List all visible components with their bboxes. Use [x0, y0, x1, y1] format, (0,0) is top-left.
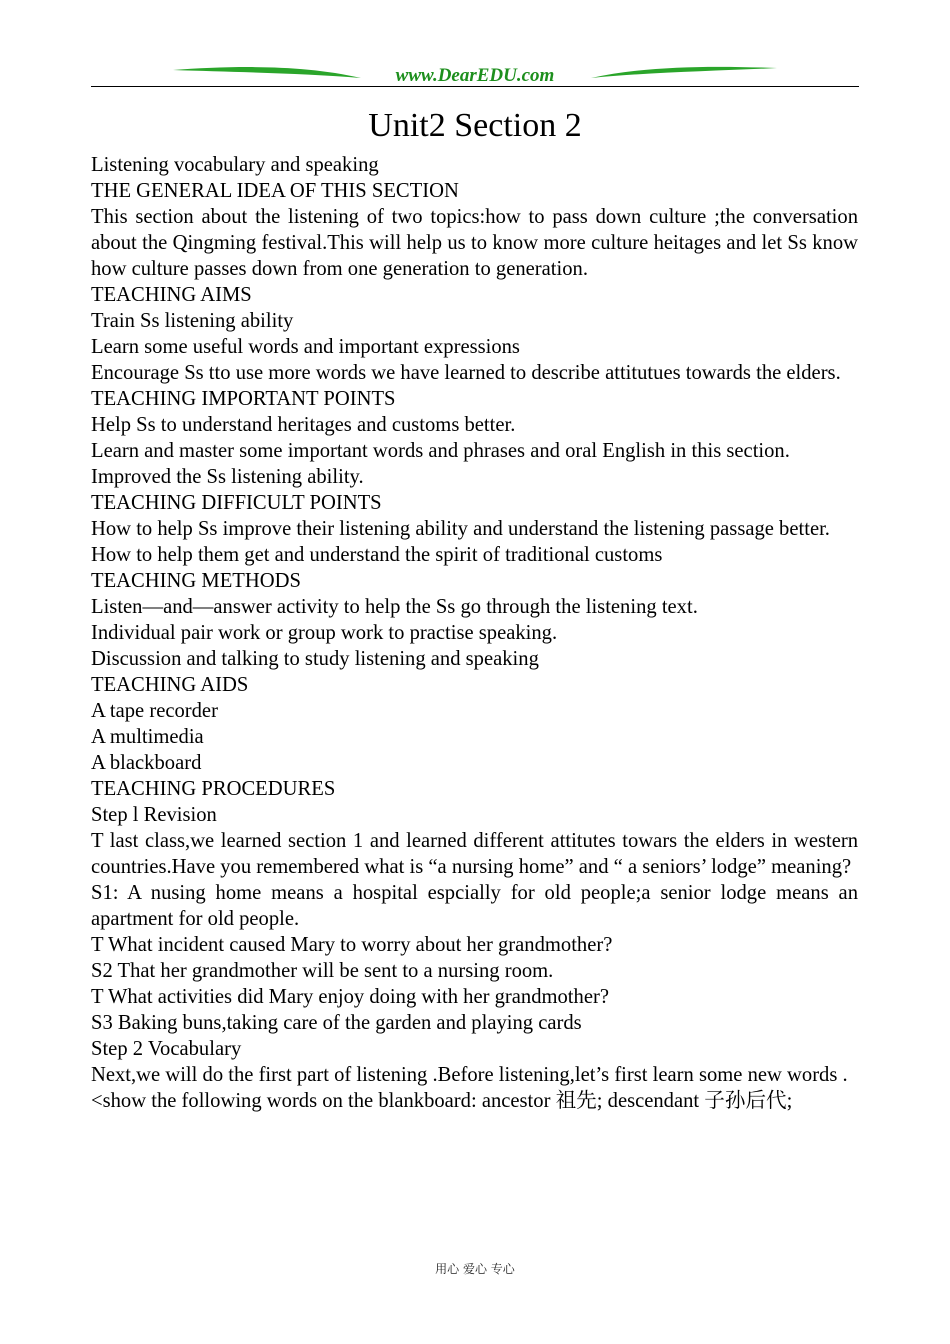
document-title: Unit2 Section 2	[368, 107, 582, 144]
paragraph: Learn and master some important words and phrases and oral English in this section.	[91, 440, 790, 462]
paragraph: Listening vocabulary and speaking	[91, 154, 379, 176]
paragraph: Individual pair work or group work to practise speaking.	[91, 622, 558, 644]
paragraph: How to help them get and understand the spirit of traditional customs	[91, 544, 663, 566]
document-body	[91, 152, 858, 1114]
page-footer: 用心 爱心 专心	[435, 1262, 515, 1276]
logo-text: www.DearEDU.com	[395, 65, 555, 86]
paragraph: How to help Ss improve their listening ability and understand the listening passage better.	[91, 518, 830, 540]
paragraph: A tape recorder	[91, 700, 218, 722]
paragraph: T What activities did Mary enjoy doing with her grandmother?	[91, 986, 609, 1008]
paragraph: Help Ss to understand heritages and customs better.	[91, 414, 516, 436]
section-heading: TEACHING METHODS	[91, 570, 301, 592]
section-heading: TEACHING AIDS	[91, 674, 249, 696]
paragraph: A multimedia	[91, 726, 204, 748]
section-heading: TEACHING IMPORTANT POINTS	[91, 388, 396, 410]
section-heading: TEACHING AIMS	[91, 284, 252, 306]
step-heading: Step l Revision	[91, 804, 217, 826]
paragraph: S1: A nusing home means a hospital espcially for old people;a senior lodge means an apartment for old people.	[91, 882, 858, 930]
paragraph: Discussion and talking to study listening and speaking	[91, 648, 539, 670]
paragraph: A blackboard	[91, 752, 202, 774]
paragraph: Encourage Ss tto use more words we have learned to describe attitutues towards the elders.	[91, 362, 841, 384]
paragraph: Listen—and—answer activity to help the Ss go through the listening text.	[91, 596, 698, 618]
header-rule	[91, 86, 859, 87]
logo-right-swoosh	[591, 67, 777, 78]
paragraph: T last class,we learned section 1 and learned different attitutes towars the elders in western countries.Have you remembered what is “a nursing home” and “ a seniors’ lodge” meaning?	[91, 830, 858, 878]
dearedu-logo	[171, 60, 779, 86]
paragraph: Learn some useful words and important expressions	[91, 336, 520, 358]
paragraph: This section about the listening of two topics:how to pass down culture ;the conversation about the Qingming festival.This will help us to know more culture heitages and let Ss know how culture passes down from one generation to generation.	[91, 206, 858, 280]
section-heading: TEACHING PROCEDURES	[91, 778, 336, 800]
paragraph: S3 Baking buns,taking care of the garden and playing cards	[91, 1012, 582, 1034]
paragraph: Improved the Ss listening ability.	[91, 466, 364, 488]
paragraph: <show the following words on the blankboard: ancestor 祖先; descendant 子孙后代;	[91, 1090, 793, 1112]
section-heading: THE GENERAL IDEA OF THIS SECTION	[91, 180, 459, 202]
step-heading: Step 2 Vocabulary	[91, 1038, 242, 1060]
paragraph: Next,we will do the first part of listening .Before listening,let’s first learn some new words .	[91, 1064, 848, 1086]
page-header	[91, 60, 859, 90]
paragraph: S2 That her grandmother will be sent to a nursing room.	[91, 960, 554, 982]
logo-left-swoosh	[173, 67, 361, 78]
paragraph: Train Ss listening ability	[91, 310, 294, 332]
section-heading: TEACHING DIFFICULT POINTS	[91, 492, 382, 514]
paragraph: T What incident caused Mary to worry about her grandmother?	[91, 934, 613, 956]
